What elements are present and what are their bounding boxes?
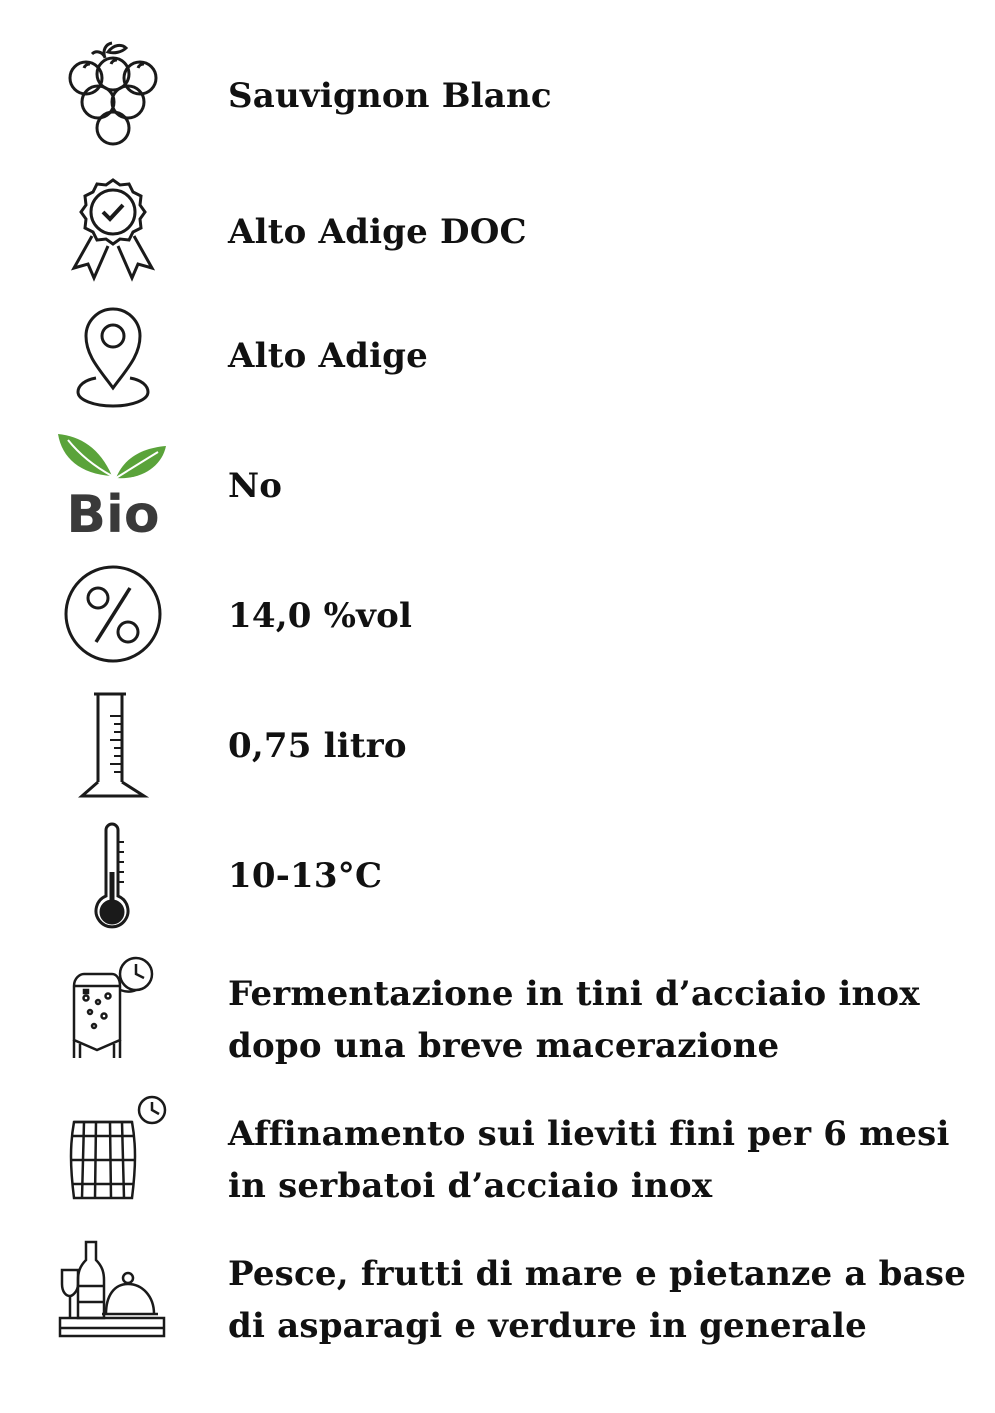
measuring-cylinder-icon: [50, 690, 176, 802]
barrel-clock-icon: [50, 1094, 176, 1204]
food-pairing-icon: [50, 1234, 176, 1346]
spec-label: Alto Adige DOC: [228, 212, 527, 252]
spec-label: 0,75 litro: [228, 726, 407, 766]
spec-label: Alto Adige: [228, 336, 428, 376]
grapes-icon: [50, 40, 176, 160]
spec-label: No: [228, 466, 283, 506]
bio-leaf-icon: [50, 428, 176, 540]
award-badge-icon: [50, 176, 176, 286]
spec-label: 14,0 %vol: [228, 596, 413, 636]
spec-label: Sauvignon Blanc: [228, 76, 552, 116]
spec-label: Pesce, frutti di mare e pietanze a base di asparagi e verdure in generale: [228, 1254, 967, 1346]
fermentation-tank-icon: [50, 950, 176, 1064]
percent-icon: [50, 562, 176, 666]
spec-label: Affinamento sui lieviti fini per 6 mesi in serbatoi d’acciaio inox: [228, 1114, 950, 1206]
spec-label: 10-13°C: [228, 856, 383, 896]
bio-logo-text: Bio: [66, 485, 160, 540]
location-pin-icon: [50, 304, 176, 412]
spec-label: Fermentazione in tini d’acciaio inox dopo una breve macerazione: [228, 974, 920, 1066]
thermometer-icon: [50, 822, 176, 934]
